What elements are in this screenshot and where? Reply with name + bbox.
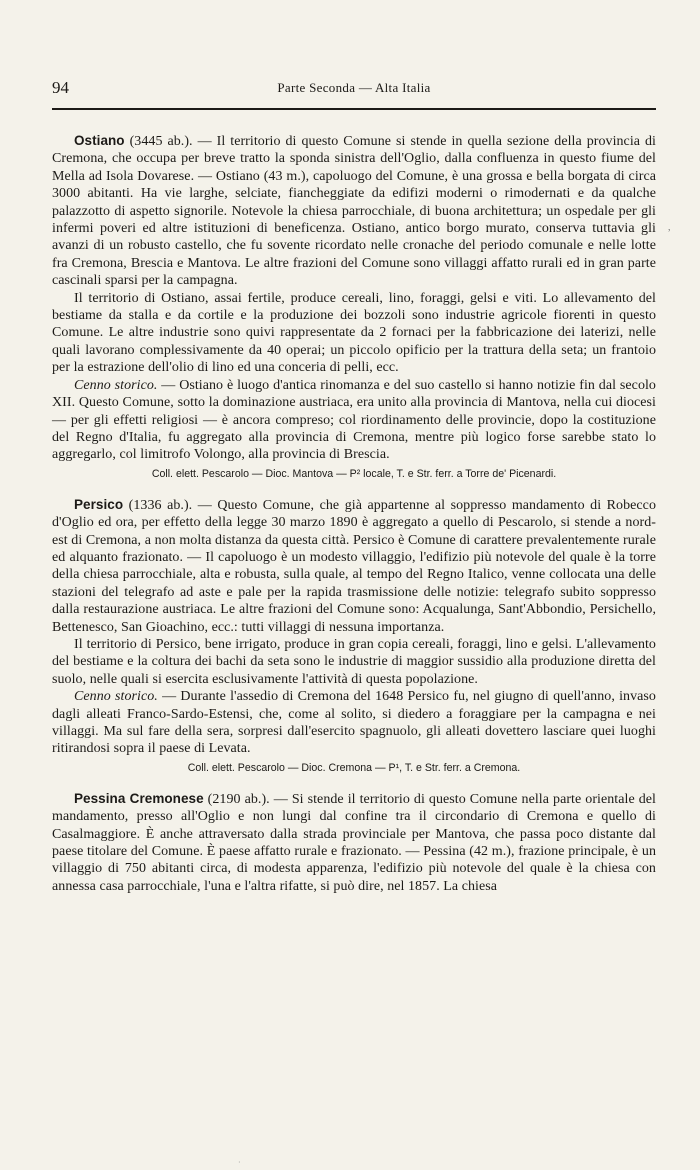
- entry-paragraph-2: Il territorio di Persico, bene irrigato, produce in gran copia cereali, foraggi, lino e gelsi. L'allevamento del bestiame e la coltura dei bachi da seta sono le industrie di maggior sussidio alla produzione diretta del suolo, nelle quali si esercita esclusivamente l'attività di questa popolazione.: [52, 636, 656, 687]
- page-number: 94: [52, 78, 69, 97]
- entry-pessina: [52, 790, 656, 895]
- entry-paragraph: [52, 132, 656, 290]
- cenno-storico-text: — Ostiano è luogo d'antica rinomanza e del suo castello si hanno notizie fin dal secolo XII. Questo Comune, sotto la dominazione austriaca, era unito alla provincia di Mantova, nella cui diocesi — per gli effetti religiosi — è ancora compreso; col riordinamento delle provincie, dopo la costituzione del Regno d'Italia, fu aggregato alla provincia di Cremona, mentre più logico forse sarebbe stato lo aggregarlo, col limitrofo Volongo, alla provincia di Brescia.: [52, 377, 656, 463]
- margin-speck: ,: [668, 222, 671, 233]
- entry-paragraph: [52, 496, 656, 636]
- header-rule: [52, 108, 656, 110]
- entry-paragraph-2: Il territorio di Ostiano, assai fertile, produce cereali, lino, foraggi, gelsi e viti. Lo allevamento del bestiame da stalla e da cortile e la produzione dei bozzoli sono industrie agricole fiorenti in questo Comune. Le altre industrie sono quivi rappresentate da 2 fornaci per la fabbricazione dei laterizi, nelle quali lavorano complessivamente da 40 operai; un piccolo opificio per la trattura della seta; un frantoio per la estrazione dell'olio di lino ed una conceria di pelli, ecc.: [52, 290, 656, 376]
- page-header: [52, 78, 656, 102]
- entry-intro: (1336 ab.). — Questo Comune, che già appartenne al soppresso mandamento di Robecco d'Oglio ed ora, per effetto della legge 30 marzo 1890 è aggregato a quello di Pescarolo, si stende a nord-est di Cremona, a non molta distanza da questa città. Persico è Comune di carattere prevalentemente rurale ed alquanto frazionato. — Il capoluogo è un modesto villaggio, l'edifizio più notevole del quale è la torre della chiesa parrocchiale, alta e robusta, sulla quale, al tempo del Regno Italico, venne collocata una delle stazioni del telegrafo ad aste e pale per la rapida trasmissione delle notizie: telegrafo subito soppresso dalla restaurazione austriaca. Le altre frazioni del Comune sono: Acqualunga, Sant'Abbondio, Persichello, Bettenesco, San Gioachino, ecc.: tutti villaggi di nessuna importanza.: [52, 497, 656, 635]
- entry-persico: [52, 496, 656, 775]
- cenno-storico-label: Cenno storico.: [74, 689, 158, 705]
- cenno-storico-paragraph: [52, 688, 656, 758]
- entry-intro: (3445 ab.). — Il territorio di questo Comune si stende in quella sezione della provincia di Cremona, che occupa per breve tratto la sponda sinistra dell'Oglio, dalla confluenza in questo fiume del Mella ad Isola Dovarese. — Ostiano (43 m.), capoluogo del Comune, è una grossa e bella borgata di circa 3000 abitanti. Ha vie larghe, selciate, fiancheggiate da edifizi moderni o rimodernati e da qualche palazzotto di aspetto signorile. Notevole la chiesa parrocchiale, di buona architettura; un ospedale per gli infermi poveri ed altre istituzioni di beneficenza. Ostiano, antico borgo murato, conserva tuttavia gli avanzi di un robusto castello, che fu sovente ricordato nelle cronache del periodo comunale e nelle lotte fra Cremona, Brescia e Mantova. Le altre frazioni del Comune sono villaggi affatto rurali ed in gran parte cascinali sparsi per la campagna.: [52, 134, 656, 289]
- cenno-storico-label: Cenno storico.: [74, 377, 158, 393]
- collegio-line: Coll. elett. Pescarolo — Dioc. Cremona — P¹, T. e Str. ferr. a Cremona.: [187, 761, 521, 774]
- page-content: [52, 132, 656, 895]
- book-page: [52, 78, 656, 910]
- entry-name: Ostiano: [74, 133, 125, 148]
- collegio-line: Coll. elett. Pescarolo — Dioc. Mantova — P² locale, T. e Str. ferr. a Torre de' Picenardi.: [151, 467, 557, 480]
- running-title: Parte Seconda — Alta Italia: [277, 80, 431, 95]
- entry-name: Persico: [74, 496, 124, 512]
- cenno-storico-text: — Durante l'assedio di Cremona del 1648 Persico fu, nel giugno di quell'anno, invaso dagli alleati Franco-Sardo-Estensi, che, come al solito, si diedero a foraggiare per la campagna e nei villaggi. Ma sul fare della sera, sorpresi dall'esercito spagnuolo, gli alleati dovettero lasciare quei luoghi ritirandosi sopra il paese di Levata.: [52, 689, 656, 757]
- entry-name: Pessina Cremonese: [74, 790, 204, 806]
- bottom-speck: ·: [238, 1158, 241, 1167]
- entry-intro: (2190 ab.). — Si stende il territorio di questo Comune nella parte orientale del mandamento, presso all'Oglio e non lungi dal confine tra il circondario di Cremona e quello di Casalmaggiore. È anche attraversato dalla strada provinciale per Mantova, che passa poco distante dal paese titolare del Comune. È paese affatto rurale e frazionato. — Pessina (42 m.), frazione principale, è un villaggio di 750 abitanti circa, di modesta apparenza, l'edifizio più notevole del quale è la chiesa con annessa casa parrocchiale, l'una e l'altra rifatte, si può dire, nel 1857. La chiesa: [52, 791, 656, 894]
- cenno-storico-paragraph: [52, 377, 656, 464]
- entry-paragraph: [52, 790, 656, 895]
- entry-ostiano: [52, 132, 656, 481]
